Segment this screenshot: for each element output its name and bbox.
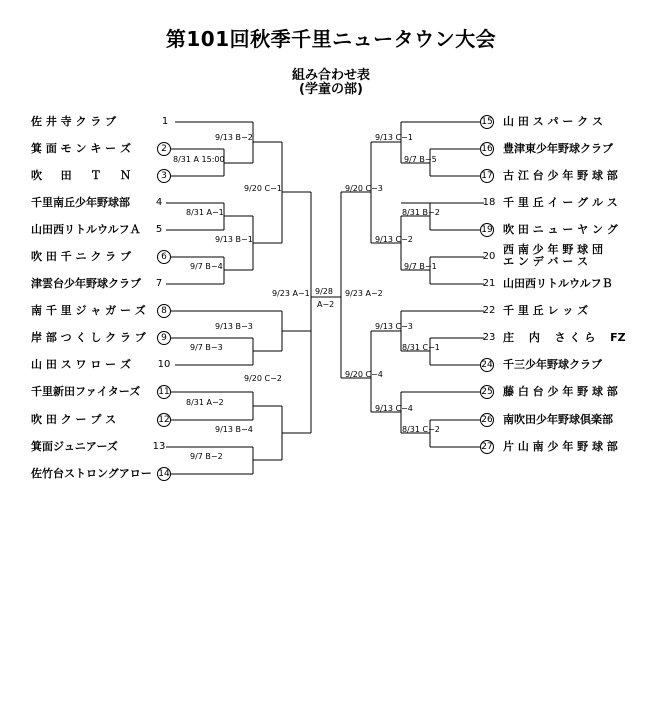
team-name-15: 山 田 ス パ ー ク ス: [503, 115, 603, 128]
seed-number-8: 8: [157, 304, 171, 318]
match-label: 9/20 C−4: [345, 370, 383, 379]
match-label: 9/13 C−3: [375, 322, 413, 331]
team-name-8: 南 千 里 ジ ャ ガ ー ズ: [31, 304, 146, 317]
team-name-21: 山田西リトルウルフＢ: [503, 277, 613, 290]
final-code-label: A−2: [317, 300, 335, 309]
match-label: 9/13 C−4: [375, 404, 413, 413]
team-name-18: 千 里 丘 イ ー グ ル ス: [503, 196, 618, 209]
match-label: 8/31 A 15:00: [173, 155, 225, 164]
match-label: 9/7 B−5: [404, 155, 437, 164]
team-name-22: 千 里 丘 レ ッ ズ: [503, 304, 589, 317]
team-name-3: 吹 田 Ｔ Ｎ: [31, 169, 131, 182]
team-name-24: 千三少年野球クラブ: [503, 358, 602, 371]
match-label: 9/13 B−4: [215, 425, 253, 434]
team-name-25: 藤 白 台 少 年 野 球 部: [503, 385, 618, 398]
team-name-14: 佐竹台ストロングアロー: [31, 467, 152, 480]
page-title: 第101回秋季千里ニュータウン大会: [165, 27, 497, 51]
match-label: 9/7 B−3: [190, 343, 223, 352]
seed-number-18: 18: [482, 197, 496, 208]
team-name-23: 庄 内 さ く ら FZ: [503, 331, 626, 344]
team-name-11: 千里新田ファイターズ: [31, 385, 141, 398]
match-label: 8/31 A−1: [186, 208, 224, 217]
team-name-5: 山田西リトルウルフＡ: [31, 223, 141, 236]
seed-number-15: 15: [481, 117, 493, 127]
match-label: 9/7 B−4: [190, 262, 223, 271]
match-label: 8/31 A−2: [186, 398, 224, 407]
match-label: 9/13 B−1: [215, 235, 253, 244]
team-name-17: 古 江 台 少 年 野 球 部: [503, 169, 618, 182]
seed-number-2: 2: [157, 142, 171, 156]
seed-number-26: 26: [481, 415, 493, 425]
match-label: 8/31 B−2: [402, 208, 440, 217]
seed-number-24: 24: [481, 360, 493, 370]
team-name-4: 千里南丘少年野球部: [31, 196, 130, 209]
match-label: 9/23 A−2: [345, 289, 383, 298]
team-name-7: 津雲台少年野球クラブ: [31, 277, 141, 290]
seed-number-11: 11: [158, 387, 170, 397]
match-label: 9/7 B−1: [404, 262, 437, 271]
match-label: 9/20 C−3: [345, 184, 383, 193]
seed-number-5: 5: [155, 224, 163, 235]
match-label: 9/13 B−2: [215, 133, 253, 142]
seed-number-7: 7: [155, 278, 163, 289]
seed-number-6: 6: [157, 250, 171, 264]
seed-number-27: 27: [481, 442, 493, 452]
seed-number-12: 12: [158, 415, 170, 425]
match-label: 9/13 C−2: [375, 235, 413, 244]
seed-number-20: 20: [482, 251, 496, 262]
match-label: 9/20 C−1: [244, 184, 282, 193]
match-label: 9/20 C−2: [244, 374, 282, 383]
team-name-16: 豊津東少年野球クラブ: [503, 142, 613, 155]
seed-number-1: 1: [161, 116, 169, 127]
seed-number-17: 17: [481, 171, 493, 181]
seed-number-16: 16: [481, 144, 493, 154]
team-name-27: 片 山 南 少 年 野 球 部: [503, 440, 618, 453]
team-name-20-line2: エ ン デ バ ー ス: [503, 255, 589, 268]
match-label: 9/13 C−1: [375, 133, 413, 142]
final-date-label: 9/28: [315, 287, 333, 296]
seed-number-14: 14: [158, 469, 170, 479]
team-name-2: 箕 面 モ ン キ ー ズ: [31, 142, 131, 155]
team-name-19: 吹 田 ニ ュ ー ヤ ン グ: [503, 223, 618, 236]
team-name-20: 西 南 少 年 野 球 団: [503, 243, 603, 256]
category-label: (学童の部): [299, 82, 363, 97]
team-name-13: 箕面ジュニアーズ: [31, 440, 118, 453]
match-label: 9/23 A−1: [272, 289, 310, 298]
seed-number-3: 3: [157, 169, 171, 183]
seed-number-25: 25: [481, 387, 493, 397]
team-name-12: 吹 田 ク ー プ ス: [31, 413, 117, 426]
team-name-1: 佐 井 寺 ク ラ ブ: [31, 115, 117, 128]
seed-number-4: 4: [155, 197, 163, 208]
team-name-10: 山 田 ス ワ ロ ー ズ: [31, 358, 131, 371]
team-name-6: 吹 田 千 ニ ク ラ ブ: [31, 250, 131, 263]
subtitle: 組み合わせ表: [291, 68, 370, 83]
seed-number-10: 10: [157, 359, 171, 370]
match-label: 9/13 B−3: [215, 322, 253, 331]
match-label: 8/31 C−1: [402, 343, 440, 352]
seed-number-19: 19: [481, 225, 493, 235]
seed-number-23: 23: [482, 332, 496, 343]
team-name-9: 岸 部 つ く し ク ラ ブ: [31, 331, 146, 344]
match-label: 9/7 B−2: [190, 452, 223, 461]
team-name-26: 南吹田少年野球倶楽部: [503, 413, 613, 426]
seed-number-21: 21: [482, 278, 496, 289]
match-label: 8/31 C−2: [402, 425, 440, 434]
seed-number-9: 9: [157, 331, 171, 345]
seed-number-13: 13: [152, 441, 166, 452]
seed-number-22: 22: [482, 305, 496, 316]
